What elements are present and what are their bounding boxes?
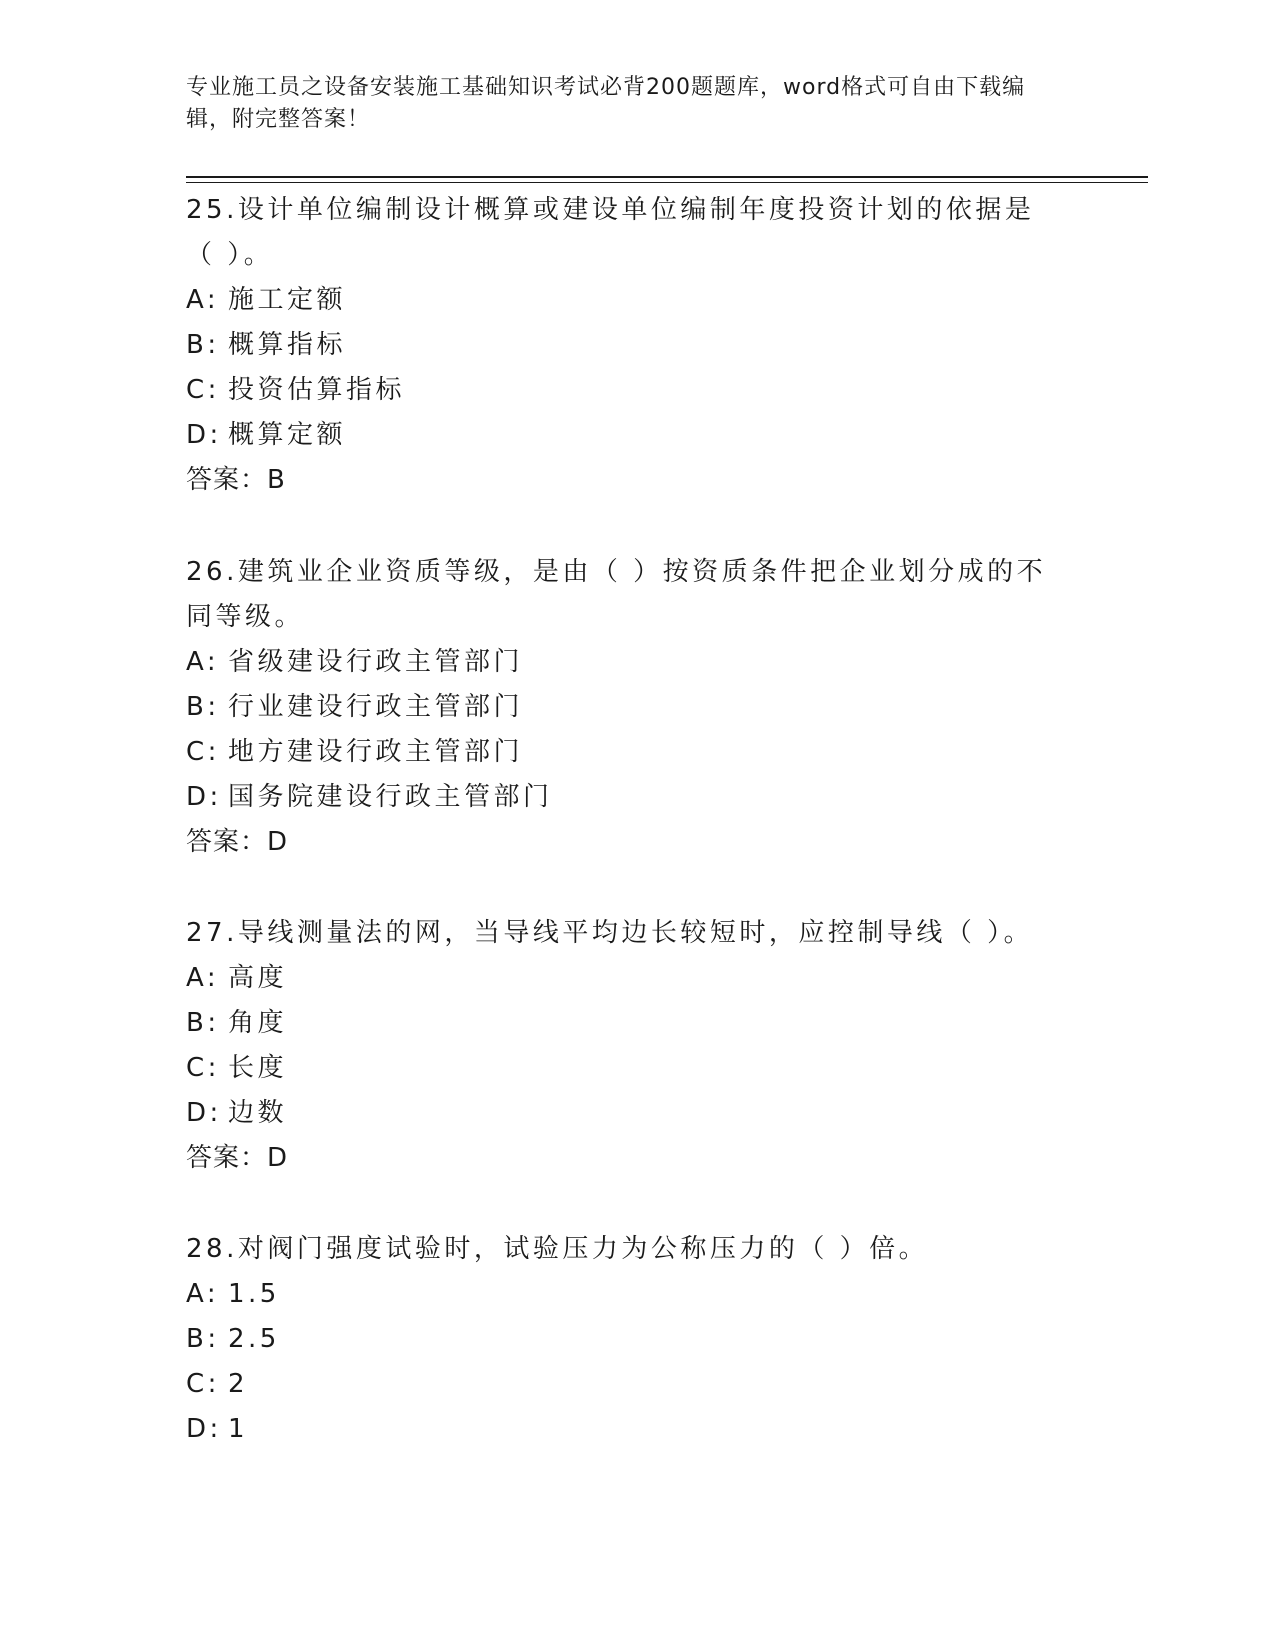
option-text: 省级建设行政主管部门	[228, 647, 524, 677]
option-text: 高度	[228, 963, 288, 993]
answer-line: 答案：B	[186, 465, 286, 495]
option-a	[186, 1272, 1056, 1317]
question-27	[186, 911, 1056, 1181]
option-text: 投资估算指标	[228, 375, 406, 405]
option-key: D:	[186, 1098, 222, 1128]
option-key: C:	[186, 737, 220, 767]
question-stem: 28.对阀门强度试验时，试验压力为公称压力的（ ）倍。	[186, 1234, 929, 1264]
option-text: 2	[228, 1369, 249, 1399]
option-text: 地方建设行政主管部门	[228, 737, 524, 767]
option-b	[186, 1001, 1056, 1046]
option-key: C:	[186, 1053, 220, 1083]
question-stem: 27.导线测量法的网，当导线平均边长较短时，应控制导线（ ）。	[186, 918, 1034, 948]
option-key: A:	[186, 1279, 220, 1309]
option-key: A:	[186, 285, 220, 315]
option-text: 角度	[228, 1008, 288, 1038]
header-divider-thick	[186, 176, 1148, 178]
option-key: A:	[186, 647, 220, 677]
option-d	[186, 413, 1056, 458]
question-stem: 25.设计单位编制设计概算或建设单位编制年度投资计划的依据是（ ）。	[186, 195, 1035, 270]
option-a	[186, 956, 1056, 1001]
option-key: B:	[186, 330, 220, 360]
option-key: B:	[186, 1324, 220, 1354]
option-a	[186, 640, 1056, 685]
option-key: A:	[186, 963, 220, 993]
question-25	[186, 188, 1056, 503]
option-key: D:	[186, 1414, 222, 1444]
header-divider-thin	[186, 182, 1148, 183]
option-key: D:	[186, 782, 222, 812]
option-a	[186, 278, 1056, 323]
option-text: 国务院建设行政主管部门	[228, 782, 553, 812]
option-key: B:	[186, 1008, 220, 1038]
option-d	[186, 1091, 1056, 1136]
answer-line: 答案：D	[186, 1143, 289, 1173]
option-b	[186, 685, 1056, 730]
option-d	[186, 775, 1056, 820]
question-28	[186, 1227, 1056, 1452]
option-b	[186, 323, 1056, 368]
option-text: 概算定额	[228, 420, 347, 450]
question-stem: 26.建筑业企业资质等级，是由（ ）按资质条件把企业划分成的不同等级。	[186, 557, 1047, 632]
option-key: C:	[186, 375, 220, 405]
option-text: 1	[228, 1414, 249, 1444]
option-c	[186, 730, 1056, 775]
option-text: 概算指标	[228, 330, 347, 360]
option-text: 2.5	[228, 1324, 280, 1354]
option-c	[186, 368, 1056, 413]
answer-line: 答案：D	[186, 827, 289, 857]
option-d	[186, 1407, 1056, 1452]
question-26	[186, 550, 1056, 865]
option-text: 边数	[228, 1098, 288, 1128]
option-key: B:	[186, 692, 220, 722]
option-c	[186, 1362, 1056, 1407]
option-c	[186, 1046, 1056, 1091]
option-key: C:	[186, 1369, 220, 1399]
option-text: 长度	[228, 1053, 288, 1083]
option-text: 1.5	[228, 1279, 280, 1309]
document-intro: 专业施工员之设备安装施工基础知识考试必背200题题库，word格式可自由下载编辑，附完整答案！	[186, 75, 1026, 132]
option-text: 施工定额	[228, 285, 347, 315]
option-b	[186, 1317, 1056, 1362]
option-text: 行业建设行政主管部门	[228, 692, 524, 722]
option-key: D:	[186, 420, 222, 450]
